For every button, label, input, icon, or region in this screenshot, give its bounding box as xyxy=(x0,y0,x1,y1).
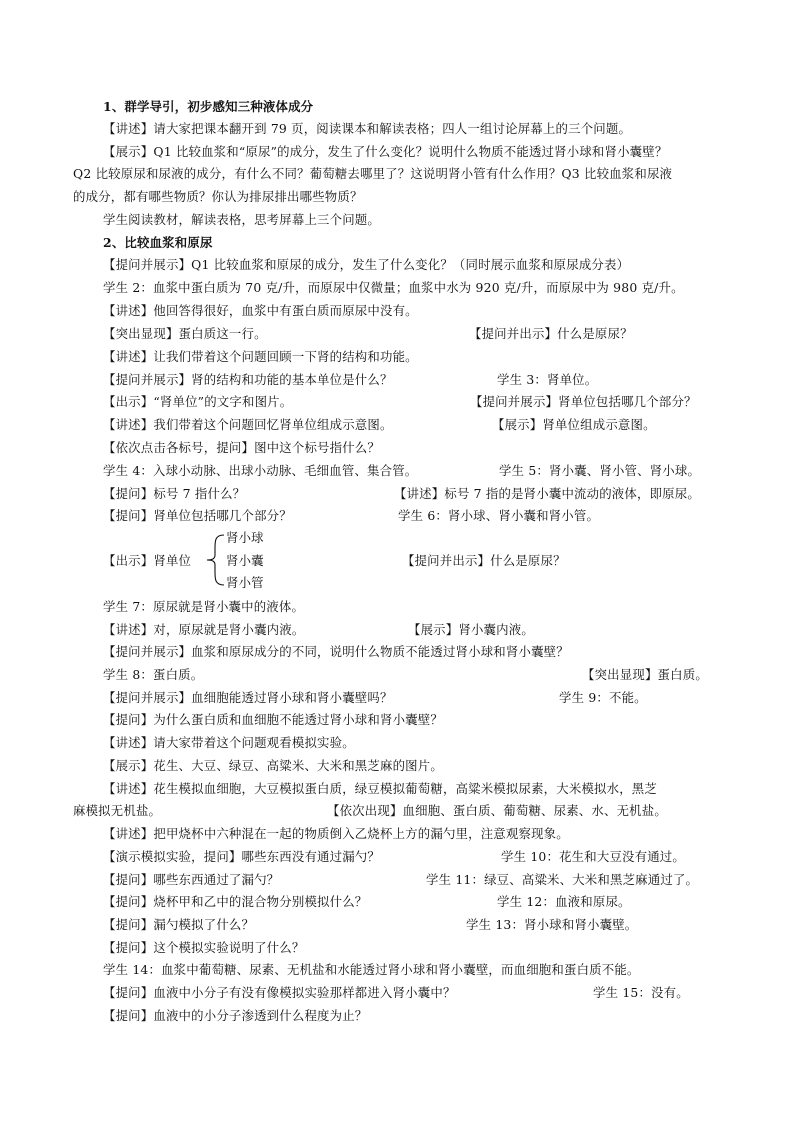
text-line: 【讲述】把甲烧杯中六种混在一起的物质倒入乙烧杯上方的漏勺里，注意观察现象。 xyxy=(103,826,569,841)
text-line: 【提问】这个模拟实验说明了什么？ xyxy=(103,940,305,955)
text-line: 学生 2：血浆中蛋白质为 70 克/升，而原尿中仅微量；血浆中水为 920 克/升，而原尿中为 980 克/升。 xyxy=(103,280,684,295)
text-line: 学生 5：肾小囊、肾小管、肾小球。 xyxy=(499,463,701,478)
text-line: 学生 15：没有。 xyxy=(593,985,689,1000)
text-line: 学生 12：血液和原尿。 xyxy=(497,894,631,909)
text-line: 【提问】为什么蛋白质和血细胞不能透过肾小球和肾小囊壁？ xyxy=(103,712,443,727)
text-line: 学生阅读教材，解读表格，思考屏幕上三个问题。 xyxy=(103,212,380,227)
text-line: 【讲述】让我们带着这个问题回顾一下肾的结构和功能。 xyxy=(103,349,418,364)
text-line: 【展示】Q1 比较血浆和“原尿”的成分，发生了什么变化？说明什么物质不能透过肾小球和肾小囊壁？ xyxy=(103,144,668,159)
text-line: 【展示】肾单位组成示意图。 xyxy=(492,417,656,432)
text-line: 【提问并展示】肾的结构和功能的基本单位是什么？ xyxy=(103,372,393,387)
text-line: 【讲述】标号 7 指的是肾小囊中流动的液体，即原尿。 xyxy=(394,486,700,501)
text-line: 【提问】血液中的小分子渗透到什么程度为止？ xyxy=(103,1008,368,1023)
text-line: 学生 8：蛋白质。 xyxy=(103,667,204,682)
text-line: 【展示】肾小囊内液。 xyxy=(408,622,534,637)
text-line: 学生 13：肾小球和肾小囊壁。 xyxy=(466,917,638,932)
text-line: 【出示】“肾单位”的文字和图片。 xyxy=(103,394,293,409)
text-line: 学生 7：原尿就是肾小囊中的液体。 xyxy=(103,599,305,614)
text-line: 【提问】漏勺模拟了什么？ xyxy=(103,917,255,932)
text-line: 【提问】血液中小分子有没有像模拟实验那样都进入肾小囊中？ xyxy=(103,985,456,1000)
text-line: 学生 4：入球小动脉、出球小动脉、毛细血管、集合管。 xyxy=(103,463,418,478)
text-line: 【依次点击各标号，提问】图中这个标号指什么？ xyxy=(103,440,380,455)
section-1-heading: 1、群学导引，初步感知三种液体成分 xyxy=(103,99,314,114)
text-line: 【提问并出示】什么是原尿？ xyxy=(402,553,566,568)
text-line: 麻模拟无机盐。 xyxy=(73,803,162,818)
text-line: 学生 14：血浆中葡萄糖、尿素、无机盐和水能透过肾小球和肾小囊壁，而血细胞和蛋白质不能。 xyxy=(103,962,640,977)
text-line: 【提问】哪些东西通过了漏勺？ xyxy=(103,872,280,887)
text-line: 【提问】烧杯甲和乙中的混合物分别模拟什么？ xyxy=(103,894,368,909)
text-line: 【展示】花生、大豆、绿豆、高粱米、大米和黑芝麻的图片。 xyxy=(103,758,443,773)
text-line: 【依次出现】血细胞、蛋白质、葡萄糖、尿素、水、无机盐。 xyxy=(327,803,667,818)
text-line: 【提问】肾单位包括哪几个部分？ xyxy=(103,508,292,523)
text-line: 学生 11：绿豆、高粱米、大米和黑芝麻通过了。 xyxy=(426,872,699,887)
text-line: 【讲述】我们带着这个问题回忆肾单位组成示意图。 xyxy=(103,417,393,432)
text-line: 【提问并出示】什么是原尿？ xyxy=(469,326,633,341)
text-line: 学生 9：不能。 xyxy=(559,690,647,705)
nephron-part: 肾小管 xyxy=(226,575,264,590)
text-line: 的成分，都有哪些物质？你认为排尿排出哪些物质？ xyxy=(73,189,363,204)
text-line: 【讲述】对，原尿就是肾小囊内液。 xyxy=(103,622,305,637)
text-line: 【出示】肾单位 xyxy=(103,553,192,568)
text-line: 【提问并展示】血浆和原尿成分的不同，说明什么物质不能透过肾小球和肾小囊壁？ xyxy=(103,644,569,659)
text-line: 【提问并展示】Q1 比较血浆和原尿的成分，发生了什么变化？（同时展示血浆和原尿成分表） xyxy=(103,257,630,272)
text-line: 学生 3：肾单位。 xyxy=(497,372,598,387)
text-line: 【突出显现】蛋白质这一行。 xyxy=(103,326,267,341)
text-line: 【讲述】花生模拟血细胞，大豆模拟蛋白质，绿豆模拟葡萄糖，高粱米模拟尿素，大米模拟水，黑芝 xyxy=(103,781,657,796)
text-line: 【讲述】请大家把课本翻开到 79 页，阅读课本和解读表格；四人一组讨论屏幕上的三个问题。 xyxy=(103,121,632,136)
text-line: 【讲述】请大家带着这个问题观看模拟实验。 xyxy=(103,735,355,750)
nephron-part: 肾小球 xyxy=(226,530,264,545)
text-line: 【提问】标号 7 指什么？ xyxy=(103,486,246,501)
text-line: 【演示模拟实验，提问】哪些东西没有通过漏勺？ xyxy=(103,849,380,864)
text-line: 【讲述】他回答得很好，血浆中有蛋白质而原尿中没有。 xyxy=(103,303,418,318)
section-2-heading: 2、比较血浆和原尿 xyxy=(103,235,213,250)
text-line: 【提问并展示】肾单位包括哪几个部分？ xyxy=(470,394,697,409)
text-line: 【突出显现】蛋白质。 xyxy=(582,667,708,682)
nephron-part: 肾小囊 xyxy=(226,553,264,568)
text-line: Q2 比较原尿和尿液的成分，有什么不同？葡萄糖去哪里了？这说明肾小管有什么作用？Q3 比较血浆和尿液 xyxy=(73,166,673,181)
text-line: 学生 10：花生和大豆没有通过。 xyxy=(501,849,685,864)
text-line: 学生 6：肾小球、肾小囊和肾小管。 xyxy=(398,508,600,523)
text-line: 【提问并展示】血细胞能透过肾小球和肾小囊壁吗？ xyxy=(103,690,393,705)
